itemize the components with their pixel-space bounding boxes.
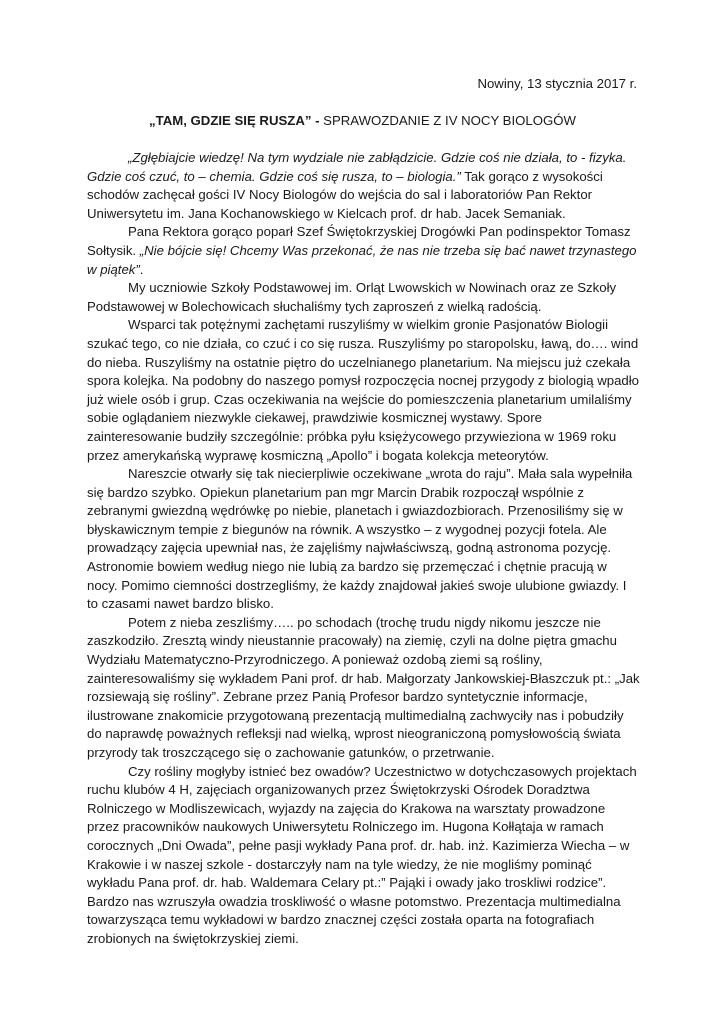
paragraph-2-text: Pana Rektora gorąco poparł Szef Świętokrzyskiej Drogówki Pan podinspektor Tomasz Sołtysik. [87,224,631,258]
paragraph-6: Potem z nieba zeszliśmy….. po schodach (trochę trudu nigdy nikomu jeszcze nie zaszkodziło. Zresztą windy nieustannie pracowały) na ziemię, czyli na dolne piętra gmachu Wydziału Matematyczno-Przyrodniczego. A ponieważ ozdobą ziemi są rośliny, zainteresowaliśmy się wykładem Pani prof. dr hab. Małgorzaty Jankowskiej-Błaszczuk pt.: „Jak rozsiewają się rośliny”. Zebrane przez Panią Profesor bardzo syntetycznie informacje, ilustrowane znakomicie przygotowaną prezentacją multimedialną zachwyciły nas i pobudziły do naprawdę poważnych refleksji nad wielką, wprost nieograniczoną pomysłowością świata przyrody tak troszczącego się o zachowanie gatunków, o przetrwanie. [87,614,640,760]
document-date: Nowiny, 13 stycznia 2017 r. [477,76,637,91]
title-normal-part: SPRAWOZDANIE Z IV NOCY BIOLOGÓW [323,113,576,128]
paragraph-2-quote: „Nie bójcie się! Chcemy Was przekonać, że nas nie trzeba się bać nawet trzynastego w piątek” [87,242,637,277]
paragraph-1-quote: „Zgłębiajcie wiedzę! Na tym wydziale nie zabłądzicie. Gdzie coś nie działa, to - fizyka. Gdzie coś czuć, to – chemia. Gdzie coś się rusza, to – biologia.” [87,150,627,184]
paragraph-1-text: Tak gorąco z wysokości schodów zachęcał gości IV Nocy Biologów do wejścia do sal i laboratoriów Pan Rektor Uniwersytetu im. Jana Kochanowskiego w Kielcach prof. dr hab. Jacek Semaniak. [87,168,603,221]
paragraph-1 [87,149,640,223]
paragraph-2 [87,223,640,279]
document-title [0,112,725,131]
paragraph-3: My uczniowie Szkoły Podstawowej im. Orląt Lwowskich w Nowinach oraz ze Szkoły Podstawowej w Bolechowicach słuchaliśmy tych zaproszeń z wielką radością. [87,280,617,314]
paragraph-7: Czy rośliny mogłyby istnieć bez owadów? Uczestnictwo w dotychczasowych projektach ruchu klubów 4 H, zajęciach organizowanych przez Świętokrzyski Ośrodek Doradztwa Rolniczego w Modliszewicach, wyjazdy na zajęcia do Krakowa na warsztaty prowadzone przez pracowników naukowych Uniwersytetu Rolniczego im. Hugona Kołłątaja w ramach corocznych „Dni Owada”, pełne pasji wykłady Pana prof. dr. hab. inż. Kazimierza Wiecha – w Krakowie i w naszej szkole - dostarczyły nam na tyle wiedzy, że nie mogliśmy pominąć wykładu Pana prof. dr. hab. Waldemara Celary pt.:” Pająki i owady jako troskliwi rodzice”. Bardzo nas wzruszyła owadzia troskliwość o własne potomstwo. Prezentacja multimedialna towarzysząca temu wykładowi w bardzo znacznej części została oparta na fotografiach zrobionych na świętokrzyskiej ziemi. [87,763,637,946]
paragraph-5: Nareszcie otwarły się tak niecierpliwie oczekiwane „wrota do raju”. Mała sala wypełniła się bardzo szybko. Opiekun planetarium pan mgr Marcin Drabik rozpoczął wspólnie z zebranymi gwiezdną wędrówkę po niebie, planetach i gwiazdozbiorach. Przenosiliśmy się w błyskawicznym tempie z biegunów na równik. A wszystko – z wygodnej pozycji fotela. Ale prowadzący zajęcia upewniał nas, że zajęliśmy najwłaściwszą, godną astronoma pozycję. Astronomie bowiem według niego nie lubią za bardzo się przemęczać i chętnie pracują w nocy. Pomimo ciemności dostrzegliśmy, że każdy znajdował jakieś swoje ulubione gwiazdy. I to czasami nawet bardzo blisko. [87,466,633,612]
document-body [87,149,640,949]
paragraph-4: Wsparci tak potężnymi zachętami ruszyliśmy w wielkim gronie Pasjonatów Biologii szukać tego, co nie działa, co czuć i co się rusza. Ruszyliśmy po staropolsku, ławą, do…. wind do nieba. Ruszyliśmy na ostatnie piętro do uczelnianego planetarium. Na miejscu już czekała spora kolejka. Na podobny do naszego pomysł rozpoczęcia nocnej przygody z biologią wpadło już wiele osób i grup. Czas oczekiwania na wejście do pomieszczenia planetarium umilaliśmy sobie oglądaniem niezwykle ciekawej, prawdziwie kosmicznej wystawy. Spore zainteresowanie budziły szczególnie: próbka pyłu księżycowego przywieziona w 1969 roku przez amerykańską wyprawę kosmiczną „Apollo” i bogata kolekcja meteorytów. [87,317,640,463]
title-bold-part: „TAM, GDZIE SIĘ RUSZA” - [149,113,324,128]
paragraph-2-tail: . [139,261,144,277]
